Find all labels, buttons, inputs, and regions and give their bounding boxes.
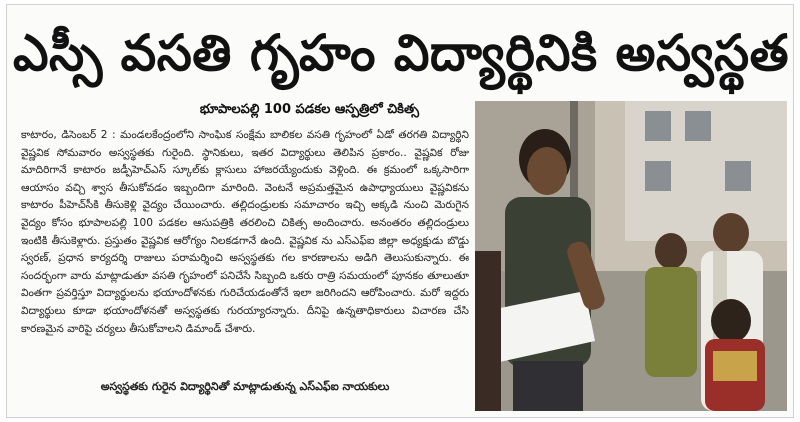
article-subheadline: భూపాలపల్లి 100 పడకల ఆస్పత్రిలో చికిత్స xyxy=(199,102,420,117)
article-headline: ఎస్సీ వసతి గృహం విద్యార్థినికి అస్వస్థత xyxy=(13,24,789,82)
photo-caption: అస్వస్థతకు గురైన విద్యార్థినితో మాట్లాడుతున్న ఎస్ఎఫ్ఐ నాయకులు xyxy=(100,380,390,393)
news-photo xyxy=(475,101,787,411)
newspaper-clipping xyxy=(6,4,794,418)
article-body: కాటారం, డిసెంబర్ 2 : మండలకేంద్రంలోని సాంఘిక సంక్షేమ బాలికల వసతి గృహంలో ఏడో తరగతి విద్యార్థిని వైష్ణవిక సోమవారం అస్వస్థతకు గురైంది. స్థానికులు, ఇతర విద్యార్థులు తెలిపిన ప్రకారం.. వైష్ణవిక రోజు మాదిరిగానే కాటారం జడ్పీహెచ్‌ఎస్ స్కూల్‌కు క్లాసులు హాజరయ్యేందుకు వెళ్లింది. ఈ క్రమంలో ఒక్కసారిగా ఆయాసం వచ్చి శ్వాస తీసుకోవడం ఇబ్బందిగా మారింది. వెంటనే అప్రమత్తమైన ఉపాధ్యాయులు వైష్ణవికను కాటారం పీహెచ్‌సీకి తీసుకెళ్లి వైద్యం చేయించారు. తల్లిదండ్రులకు సమాచారం ఇచ్చి అక్కడి నుంచి మెరుగైన వైద్యం కోసం భూపాలపల్లి 100 పడకల ఆసుపత్రికి తరలించి చికిత్స అందించారు. అనంతరం తల్లిదండ్రులు ఇంటికి తీసుకెళ్లారు. ప్రస్తుతం వైష్ణవిక ఆరోగ్యం నిలకడగానే ఉంది. వైష్ణవిక ను ఎస్ఎఫ్ఐ జిల్లా అధ్యక్షుడు బొడ్డు స్వరణ్, ప్రధాన కార్యదర్శి రాజులు పరామర్శించి అస్వస్థతకు గల కారణాలను అడిగి తెలుసుకున్నారు. ఈ సందర్భంగా వారు మాట్లాడుతూ వసతి గృహంలో పనిచేసే సిబ్బంది ఒకరు రాత్రి సమయంలో పూనకం తూలుతూ వింతగా ప్రవర్తిస్తూ విద్యార్థులను భయాందోళనకు గురిచేయడంతోనే ఇలా జరిగిందని ఆరోపించారు. మరో ఇద్దరు విద్యార్థులు కూడా భయాందోళనతో అస్వస్థతకు గురయ్యారన్నారు. దీనిపై ఉన్నతాధికారులు విచారణ చేసి కారణమైన వారిపై చర్యలు తీసుకోవాలని డిమాండ్ చేశారు. xyxy=(21,129,469,335)
